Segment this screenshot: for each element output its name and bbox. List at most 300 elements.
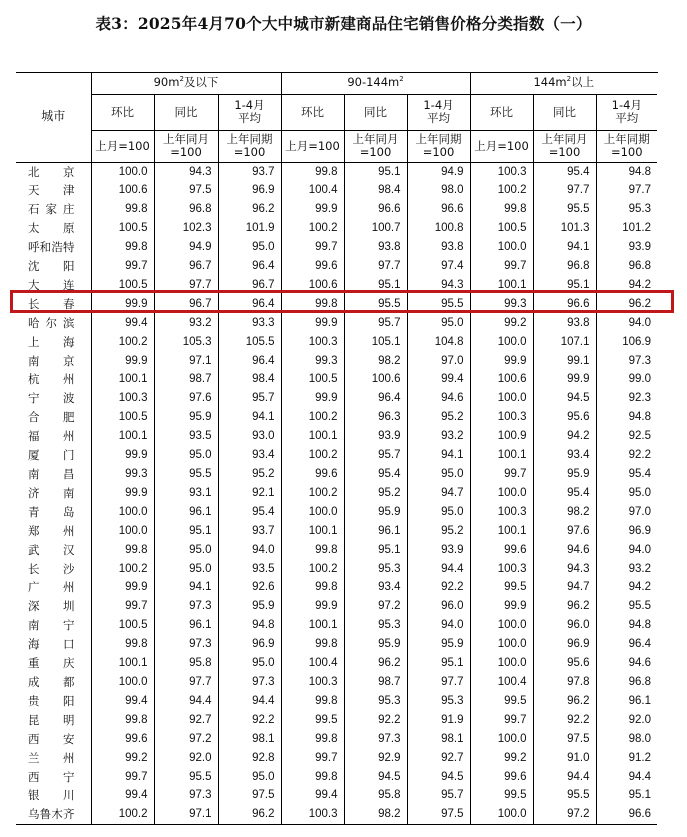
index-value: 96.7 bbox=[218, 276, 281, 295]
city-name: 郑州 bbox=[16, 522, 91, 541]
index-value: 100.3 bbox=[281, 673, 344, 692]
index-value: 99.6 bbox=[281, 257, 344, 276]
index-value: 100.4 bbox=[281, 654, 344, 673]
index-value: 95.0 bbox=[407, 314, 470, 333]
index-value: 94.5 bbox=[533, 389, 596, 408]
index-value: 100.5 bbox=[470, 219, 533, 238]
index-value: 99.3 bbox=[91, 465, 154, 484]
index-value: 92.0 bbox=[628, 713, 652, 726]
index-value: 95.7 bbox=[344, 314, 407, 333]
index-value: 96.0 bbox=[533, 616, 596, 635]
index-value: 100.9 bbox=[470, 427, 533, 446]
index-value: 92.0 bbox=[154, 749, 218, 768]
base-prev-year-period: 上年同期=100 bbox=[218, 130, 281, 162]
index-value: 105.1 bbox=[344, 333, 407, 352]
table-title: 表3：2025年4月70个大中城市新建商品住宅销售价格分类指数（一） bbox=[95, 14, 592, 33]
base-prev-year-period: 上年同期=100 bbox=[596, 130, 657, 162]
index-value: 97.2 bbox=[344, 597, 407, 616]
index-value: 100.0 bbox=[91, 673, 154, 692]
base-prev-year-month: 上年同月=100 bbox=[154, 130, 218, 162]
index-value: 97.7 bbox=[533, 181, 596, 200]
index-value: 93.0 bbox=[218, 427, 281, 446]
index-value: 95.9 bbox=[344, 503, 407, 522]
index-value: 101.2 bbox=[622, 222, 652, 235]
index-value: 100.3 bbox=[470, 560, 533, 579]
index-value: 97.1 bbox=[154, 352, 218, 371]
index-value: 105.5 bbox=[218, 333, 281, 352]
table-row bbox=[16, 408, 657, 427]
index-value: 92.7 bbox=[407, 749, 470, 768]
index-value: 99.7 bbox=[470, 711, 533, 730]
index-value: 96.9 bbox=[218, 635, 281, 654]
index-value: 96.2 bbox=[533, 692, 596, 711]
index-value: 100.2 bbox=[281, 484, 344, 503]
index-value: 100.0 bbox=[91, 522, 154, 541]
index-value: 93.4 bbox=[533, 446, 596, 465]
index-value: 99.7 bbox=[470, 257, 533, 276]
index-value: 91.9 bbox=[407, 711, 470, 730]
index-value: 96.9 bbox=[628, 524, 652, 537]
index-value: 95.5 bbox=[533, 200, 596, 219]
index-value: 96.6 bbox=[344, 200, 407, 219]
index-value: 98.7 bbox=[344, 673, 407, 692]
city-name: 哈尔滨 bbox=[16, 314, 91, 333]
index-value: 100.0 bbox=[91, 503, 154, 522]
index-value: 99.8 bbox=[91, 635, 154, 654]
index-value: 95.1 bbox=[344, 276, 407, 295]
header-yoy: 同比 bbox=[533, 94, 596, 130]
index-value: 99.7 bbox=[281, 238, 344, 257]
index-value: 99.8 bbox=[91, 541, 154, 560]
index-value: 99.5 bbox=[470, 578, 533, 597]
index-value: 104.8 bbox=[407, 333, 470, 352]
table-row bbox=[16, 352, 657, 371]
index-value: 93.8 bbox=[344, 238, 407, 257]
index-value: 96.0 bbox=[407, 597, 470, 616]
index-value: 96.3 bbox=[344, 408, 407, 427]
index-value: 99.4 bbox=[91, 786, 154, 805]
table-row bbox=[16, 484, 657, 503]
city-name: 乌鲁木齐 bbox=[16, 805, 91, 824]
city-name: 银川 bbox=[16, 786, 91, 805]
table-row bbox=[16, 162, 657, 181]
index-value: 100.6 bbox=[470, 370, 533, 389]
table-row bbox=[16, 673, 657, 692]
index-value: 94.5 bbox=[407, 768, 470, 787]
index-value: 96.4 bbox=[218, 257, 281, 276]
price-index-table bbox=[16, 72, 657, 825]
index-value: 105.3 bbox=[154, 333, 218, 352]
index-value: 96.6 bbox=[596, 805, 657, 824]
index-value: 99.8 bbox=[281, 730, 344, 749]
index-value: 98.2 bbox=[533, 503, 596, 522]
table-row bbox=[16, 503, 657, 522]
index-value: 100.0 bbox=[470, 484, 533, 503]
base-prev-year-period: 上年同期=100 bbox=[407, 130, 470, 162]
index-value: 95.5 bbox=[407, 295, 470, 314]
city-name: 长沙 bbox=[16, 560, 91, 579]
city-name: 南京 bbox=[16, 352, 91, 371]
index-value: 99.8 bbox=[281, 162, 344, 181]
index-value: 98.4 bbox=[344, 181, 407, 200]
index-value: 95.1 bbox=[628, 789, 652, 802]
index-value: 93.8 bbox=[533, 314, 596, 333]
index-value: 97.7 bbox=[628, 184, 652, 197]
index-value: 94.1 bbox=[154, 578, 218, 597]
index-value: 99.0 bbox=[628, 373, 652, 386]
index-value: 99.9 bbox=[91, 295, 154, 314]
table-row bbox=[16, 389, 657, 408]
index-value: 95.0 bbox=[154, 541, 218, 560]
header-mom: 环比 bbox=[470, 94, 533, 130]
city-name: 青岛 bbox=[16, 503, 91, 522]
index-value: 97.2 bbox=[154, 730, 218, 749]
index-value: 95.9 bbox=[407, 635, 470, 654]
index-value: 94.7 bbox=[407, 484, 470, 503]
index-value: 106.9 bbox=[622, 335, 652, 348]
index-value: 93.2 bbox=[628, 562, 652, 575]
index-value: 100.2 bbox=[91, 333, 154, 352]
index-value: 92.2 bbox=[407, 578, 470, 597]
index-value: 99.3 bbox=[470, 295, 533, 314]
index-value: 97.3 bbox=[344, 730, 407, 749]
index-value: 93.4 bbox=[218, 446, 281, 465]
index-value: 100.0 bbox=[470, 805, 533, 824]
city-name: 重庆 bbox=[16, 654, 91, 673]
index-value: 99.8 bbox=[91, 200, 154, 219]
index-value: 99.8 bbox=[91, 711, 154, 730]
index-value: 98.2 bbox=[344, 352, 407, 371]
index-value: 92.2 bbox=[218, 711, 281, 730]
city-name: 合肥 bbox=[16, 408, 91, 427]
index-value: 93.9 bbox=[407, 541, 470, 560]
index-value: 98.1 bbox=[407, 730, 470, 749]
index-value: 96.9 bbox=[218, 181, 281, 200]
index-value: 99.2 bbox=[470, 314, 533, 333]
city-name: 昆明 bbox=[16, 711, 91, 730]
index-value: 94.4 bbox=[628, 770, 652, 783]
city-name: 厦门 bbox=[16, 446, 91, 465]
index-value: 100.3 bbox=[470, 162, 533, 181]
index-value: 93.9 bbox=[628, 241, 652, 254]
index-value: 99.9 bbox=[281, 314, 344, 333]
index-value: 96.8 bbox=[628, 675, 652, 688]
index-value: 97.8 bbox=[533, 673, 596, 692]
index-value: 97.6 bbox=[154, 389, 218, 408]
index-value: 99.9 bbox=[533, 370, 596, 389]
index-value: 94.7 bbox=[533, 578, 596, 597]
index-value: 94.2 bbox=[628, 581, 652, 594]
index-value: 92.3 bbox=[628, 392, 652, 405]
index-value: 95.5 bbox=[533, 786, 596, 805]
index-value: 100.2 bbox=[281, 408, 344, 427]
index-value: 95.9 bbox=[533, 465, 596, 484]
index-value: 100.0 bbox=[470, 616, 533, 635]
index-value: 92.2 bbox=[344, 711, 407, 730]
index-value: 95.8 bbox=[154, 654, 218, 673]
index-value: 95.8 bbox=[344, 786, 407, 805]
index-value: 94.0 bbox=[218, 541, 281, 560]
index-value: 97.3 bbox=[154, 635, 218, 654]
index-value: 100.3 bbox=[281, 333, 344, 352]
index-value: 100.0 bbox=[470, 654, 533, 673]
index-value: 96.4 bbox=[218, 295, 281, 314]
city-name: 贵阳 bbox=[16, 692, 91, 711]
index-value: 100.6 bbox=[91, 181, 154, 200]
index-value: 95.6 bbox=[533, 408, 596, 427]
index-value: 96.4 bbox=[344, 389, 407, 408]
index-value: 96.1 bbox=[344, 522, 407, 541]
index-value: 100.1 bbox=[281, 427, 344, 446]
index-value: 96.8 bbox=[154, 200, 218, 219]
index-value: 95.1 bbox=[344, 162, 407, 181]
index-value: 98.0 bbox=[407, 181, 470, 200]
index-value: 102.3 bbox=[154, 219, 218, 238]
index-value: 99.7 bbox=[281, 749, 344, 768]
index-value: 99.2 bbox=[470, 749, 533, 768]
index-value: 94.0 bbox=[628, 543, 652, 556]
index-value: 99.5 bbox=[281, 711, 344, 730]
table-row bbox=[16, 446, 657, 465]
base-prev-month: 上月=100 bbox=[281, 130, 344, 162]
index-value: 95.1 bbox=[154, 522, 218, 541]
city-name: 太原 bbox=[16, 219, 91, 238]
table-row bbox=[16, 786, 657, 805]
table-row bbox=[16, 465, 657, 484]
index-value: 94.1 bbox=[533, 238, 596, 257]
index-value: 99.9 bbox=[470, 597, 533, 616]
index-value: 98.4 bbox=[218, 370, 281, 389]
index-value: 95.4 bbox=[533, 162, 596, 181]
index-value: 99.4 bbox=[281, 786, 344, 805]
index-value: 100.1 bbox=[91, 654, 154, 673]
table-row bbox=[16, 522, 657, 541]
index-value: 99.1 bbox=[533, 352, 596, 371]
index-value: 100.6 bbox=[344, 370, 407, 389]
header-avg: 1-4月平均 bbox=[407, 94, 470, 130]
index-value: 97.3 bbox=[154, 786, 218, 805]
index-value: 95.0 bbox=[218, 238, 281, 257]
header-mom: 环比 bbox=[91, 94, 154, 130]
index-value: 100.4 bbox=[281, 181, 344, 200]
index-value: 98.0 bbox=[628, 732, 652, 745]
base-prev-month: 上月=100 bbox=[91, 130, 154, 162]
city-name: 呼和浩特 bbox=[16, 238, 91, 257]
index-value: 100.1 bbox=[91, 427, 154, 446]
index-value: 96.7 bbox=[154, 295, 218, 314]
index-value: 95.2 bbox=[218, 465, 281, 484]
city-name: 南昌 bbox=[16, 465, 91, 484]
index-value: 94.8 bbox=[218, 616, 281, 635]
index-value: 94.2 bbox=[533, 427, 596, 446]
index-value: 100.2 bbox=[91, 805, 154, 824]
index-value: 94.3 bbox=[154, 162, 218, 181]
index-value: 97.5 bbox=[533, 730, 596, 749]
index-value: 100.1 bbox=[470, 276, 533, 295]
table-body bbox=[16, 162, 657, 825]
index-value: 96.6 bbox=[407, 200, 470, 219]
table-row bbox=[16, 749, 657, 768]
index-value: 92.1 bbox=[218, 484, 281, 503]
index-value: 92.2 bbox=[628, 449, 652, 462]
index-value: 99.8 bbox=[281, 768, 344, 787]
index-value: 94.8 bbox=[628, 411, 652, 424]
index-value: 97.3 bbox=[154, 597, 218, 616]
index-value: 94.4 bbox=[154, 692, 218, 711]
city-name: 海口 bbox=[16, 635, 91, 654]
city-name: 西安 bbox=[16, 730, 91, 749]
index-value: 94.6 bbox=[628, 657, 652, 670]
index-value: 100.7 bbox=[344, 219, 407, 238]
index-value: 99.8 bbox=[281, 295, 344, 314]
group-header-large: $144m^2$以上 bbox=[470, 72, 657, 94]
index-value: 94.4 bbox=[407, 560, 470, 579]
index-value: 99.6 bbox=[470, 768, 533, 787]
index-value: 94.3 bbox=[533, 560, 596, 579]
header-avg: 1-4月平均 bbox=[218, 94, 281, 130]
index-value: 97.5 bbox=[407, 805, 470, 824]
table-row bbox=[16, 219, 657, 238]
index-value: 96.9 bbox=[533, 635, 596, 654]
index-value: 95.7 bbox=[344, 446, 407, 465]
index-value: 99.8 bbox=[281, 578, 344, 597]
table-row bbox=[16, 200, 657, 219]
index-value: 107.1 bbox=[533, 333, 596, 352]
index-value: 94.9 bbox=[407, 162, 470, 181]
index-value: 99.8 bbox=[281, 635, 344, 654]
index-value: 100.0 bbox=[91, 162, 154, 181]
index-value: 94.0 bbox=[407, 616, 470, 635]
base-prev-year-month: 上年同月=100 bbox=[344, 130, 407, 162]
table-row bbox=[16, 370, 657, 389]
city-name: 福州 bbox=[16, 427, 91, 446]
index-value: 95.3 bbox=[344, 616, 407, 635]
index-value: 100.0 bbox=[281, 503, 344, 522]
index-value: 93.5 bbox=[218, 560, 281, 579]
index-value: 100.3 bbox=[91, 389, 154, 408]
index-value: 100.6 bbox=[281, 276, 344, 295]
header-yoy: 同比 bbox=[344, 94, 407, 130]
header-mom: 环比 bbox=[281, 94, 344, 130]
index-value: 95.3 bbox=[407, 692, 470, 711]
index-value: 95.0 bbox=[407, 503, 470, 522]
table-row bbox=[16, 541, 657, 560]
city-name: 西宁 bbox=[16, 768, 91, 787]
index-value: 99.5 bbox=[470, 786, 533, 805]
index-value: 99.4 bbox=[91, 314, 154, 333]
index-value: 93.4 bbox=[344, 578, 407, 597]
index-value: 100.3 bbox=[281, 805, 344, 824]
header-yoy: 同比 bbox=[154, 94, 218, 130]
index-value: 95.1 bbox=[344, 541, 407, 560]
index-value: 99.9 bbox=[281, 597, 344, 616]
index-value: 95.3 bbox=[628, 203, 652, 216]
index-value: 99.9 bbox=[281, 389, 344, 408]
index-value: 92.5 bbox=[628, 430, 652, 443]
index-value: 93.1 bbox=[154, 484, 218, 503]
index-value: 99.9 bbox=[91, 484, 154, 503]
index-value: 99.7 bbox=[91, 257, 154, 276]
index-value: 95.0 bbox=[218, 654, 281, 673]
index-value: 95.0 bbox=[407, 465, 470, 484]
index-value: 98.2 bbox=[344, 805, 407, 824]
index-value: 94.1 bbox=[218, 408, 281, 427]
base-prev-year-month: 上年同月=100 bbox=[533, 130, 596, 162]
index-value: 99.9 bbox=[91, 446, 154, 465]
index-value: 100.5 bbox=[91, 276, 154, 295]
group-header-medium: $90-144m^2$ bbox=[281, 72, 470, 94]
city-name: 深圳 bbox=[16, 597, 91, 616]
index-value: 96.8 bbox=[533, 257, 596, 276]
index-value: 100.0 bbox=[470, 333, 533, 352]
index-value: 93.7 bbox=[218, 162, 281, 181]
index-value: 97.6 bbox=[533, 522, 596, 541]
index-value: 94.2 bbox=[628, 278, 652, 291]
index-value: 91.2 bbox=[628, 751, 652, 764]
index-value: 100.0 bbox=[470, 238, 533, 257]
index-value: 94.8 bbox=[628, 165, 652, 178]
index-value: 100.2 bbox=[281, 219, 344, 238]
index-value: 99.8 bbox=[281, 541, 344, 560]
index-value: 99.9 bbox=[470, 352, 533, 371]
index-value: 96.7 bbox=[154, 257, 218, 276]
index-value: 95.5 bbox=[344, 295, 407, 314]
index-value: 95.5 bbox=[154, 465, 218, 484]
city-name: 天津 bbox=[16, 181, 91, 200]
index-value: 97.3 bbox=[218, 673, 281, 692]
index-value: 95.5 bbox=[628, 600, 652, 613]
index-value: 100.1 bbox=[281, 522, 344, 541]
table-row bbox=[16, 238, 657, 257]
index-value: 96.2 bbox=[628, 297, 652, 310]
index-value: 94.4 bbox=[218, 692, 281, 711]
index-value: 94.0 bbox=[628, 316, 652, 329]
city-column-header: 城市 bbox=[16, 72, 91, 162]
index-value: 97.7 bbox=[344, 257, 407, 276]
index-value: 93.2 bbox=[154, 314, 218, 333]
index-value: 97.3 bbox=[628, 354, 652, 367]
index-value: 100.3 bbox=[470, 503, 533, 522]
index-value: 99.7 bbox=[470, 465, 533, 484]
index-value: 99.9 bbox=[281, 200, 344, 219]
index-value: 95.0 bbox=[154, 560, 218, 579]
index-value: 95.1 bbox=[533, 276, 596, 295]
index-value: 92.8 bbox=[218, 749, 281, 768]
index-value: 95.6 bbox=[533, 654, 596, 673]
table-row bbox=[16, 730, 657, 749]
index-value: 101.3 bbox=[533, 219, 596, 238]
index-value: 96.1 bbox=[154, 503, 218, 522]
index-value: 99.5 bbox=[470, 692, 533, 711]
index-value: 92.2 bbox=[533, 711, 596, 730]
index-value: 95.2 bbox=[407, 408, 470, 427]
city-name: 宁波 bbox=[16, 389, 91, 408]
index-value: 95.9 bbox=[218, 597, 281, 616]
index-value: 95.3 bbox=[344, 560, 407, 579]
table-row bbox=[16, 276, 657, 295]
index-value: 99.8 bbox=[91, 238, 154, 257]
index-value: 97.1 bbox=[154, 805, 218, 824]
city-name: 北京 bbox=[16, 162, 91, 181]
index-value: 100.5 bbox=[91, 408, 154, 427]
index-value: 97.7 bbox=[407, 673, 470, 692]
index-value: 99.6 bbox=[470, 541, 533, 560]
index-value: 99.6 bbox=[91, 730, 154, 749]
index-value: 99.4 bbox=[91, 692, 154, 711]
index-value: 99.7 bbox=[91, 768, 154, 787]
index-value: 93.3 bbox=[218, 314, 281, 333]
index-value: 97.5 bbox=[154, 181, 218, 200]
